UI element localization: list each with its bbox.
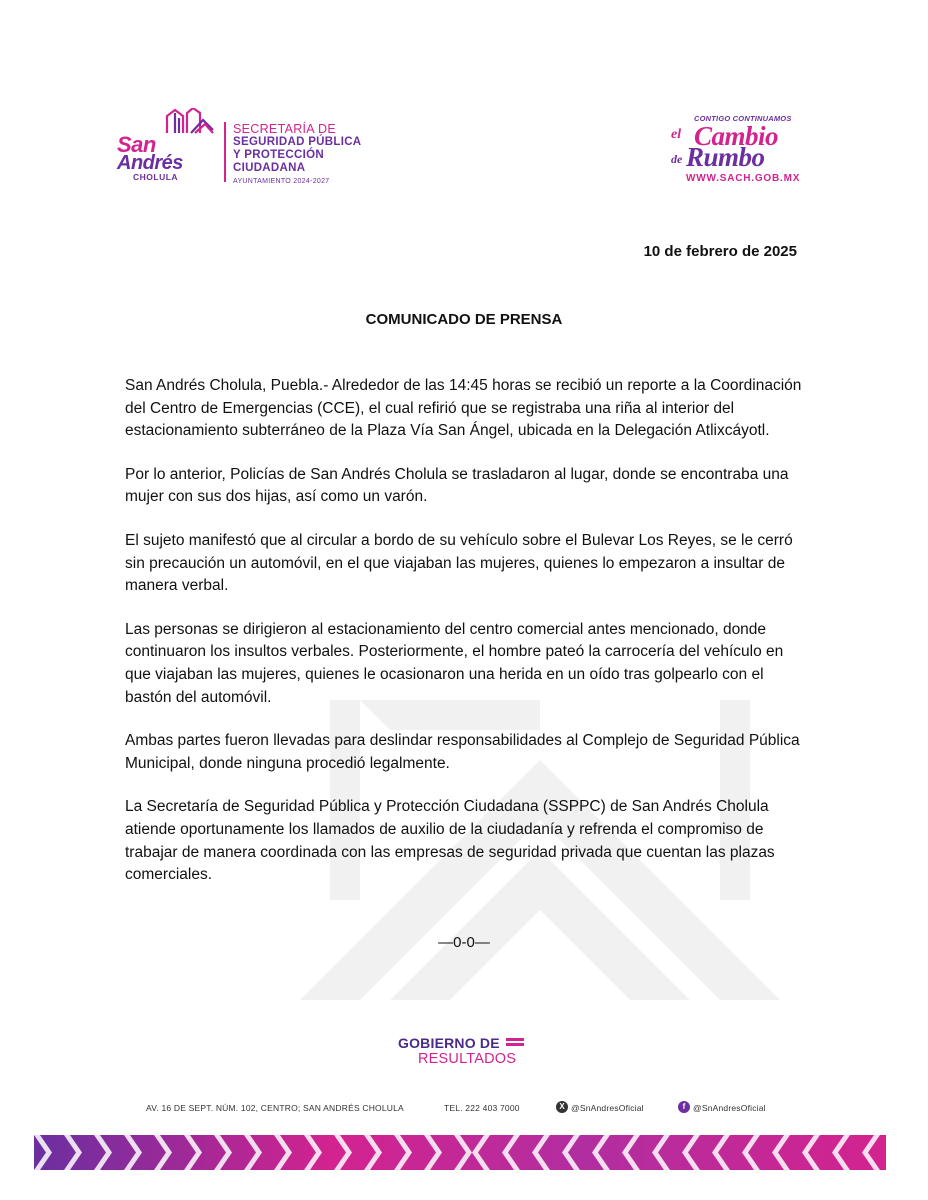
footer-address: AV. 16 DE SEPT. NÚM. 102, CENTRO; SAN ANDRÉS CHOLULA: [146, 1103, 404, 1113]
gobierno-line1: GOBIERNO DE: [398, 1035, 500, 1051]
gobierno-line2: RESULTADOS: [418, 1051, 517, 1067]
release-date: 10 de febrero de 2025: [643, 243, 797, 260]
x-icon[interactable]: X: [556, 1101, 568, 1113]
gobierno-de-resultados-logo: [398, 1035, 538, 1070]
paragraph: Las personas se dirigieron al estacionamiento del centro comercial antes mencionado, donde continuaron los insultos verbales. Posteriormente, el hombre pateó la carrocería del vehículo en que viajaban las mujeres, quienes le ocasionaron una herida en un oído tras golpearlo con el bastón del automóvil.: [125, 620, 784, 706]
secretaria-block: [233, 122, 361, 185]
paragraph: Por lo anterior, Policías de San Andrés Cholula se trasladaron al lugar, donde se encontraba una mujer con sus dos hijas, así como un varón.: [125, 465, 789, 506]
secretaria-line1: SECRETARÍA DE: [233, 122, 336, 136]
cholula-word: CHOLULA: [133, 172, 179, 182]
website-url: WWW.SACH.GOB.MX: [686, 173, 801, 184]
document-title: COMUNICADO DE PRENSA: [365, 311, 563, 328]
facebook-icon[interactable]: f: [678, 1101, 690, 1113]
release-body: [125, 375, 805, 908]
closing-mark: —0-0—: [438, 934, 490, 951]
footer-phone: TEL. 222 403 7000: [444, 1103, 520, 1113]
gobierno-bars: [506, 1038, 524, 1048]
paragraph: El sujeto manifestó que al circular a bordo de su vehículo sobre el Bulevar Los Reyes, se le cerró sin precaución un automóvil, en el que viajaban las mujeres, quienes lo empezaron a insultar de manera verbal.: [125, 531, 793, 595]
de-word: de: [671, 152, 683, 166]
logo-divider: [224, 122, 226, 182]
tagline: CONTIGO CONTINUAMOS: [694, 114, 792, 123]
secretaria-line3: Y PROTECCIÓN: [233, 149, 324, 161]
ayuntamiento-label: AYUNTAMIENTO 2024-2027: [233, 178, 330, 185]
secretaria-line2: SEGURIDAD PÚBLICA: [233, 136, 362, 148]
sspc-logo: [105, 108, 375, 188]
facebook-handle[interactable]: @SnAndresOficial: [693, 1103, 766, 1113]
cambio-word: Cambio: [694, 121, 779, 151]
andres-word: Andrés: [117, 152, 183, 174]
paragraph: Ambas partes fueron llevadas para deslindar responsabilidades al Complejo de Seguridad Pública Municipal, donde ninguna procedió legalmente.: [125, 732, 800, 772]
paragraph: La Secretaría de Seguridad Pública y Protección Ciudadana (SSPPC) de San Andrés Cholula atiende oportunamente los llamados de auxilio de la ciudadanía y refrenda el compromiso de trabajar de manera coordinada con las empresas de seguridad privada que cuentan las plazas comerciales.: [125, 798, 775, 884]
cambio-de-rumbo-logo: [664, 112, 824, 187]
secretaria-line4: CIUDADANA: [233, 162, 306, 174]
el-word: el: [671, 127, 682, 142]
paragraph: San Andrés Cholula, Puebla.- Alrededor de las 14:45 horas se recibió un reporte a la Coordinación del Centro de Emergencias (CCE), el cual refirió que se registraba una riña al interior del estacionamiento subterráneo de la Plaza Vía San Ángel, ubicada en la Delegación Atlixcáyotl.: [125, 377, 802, 440]
decorative-band: [34, 1135, 886, 1170]
san-word: San: [117, 132, 156, 157]
x-handle[interactable]: @SnAndresOficial: [571, 1103, 644, 1113]
rumbo-word: Rumbo: [686, 142, 765, 172]
